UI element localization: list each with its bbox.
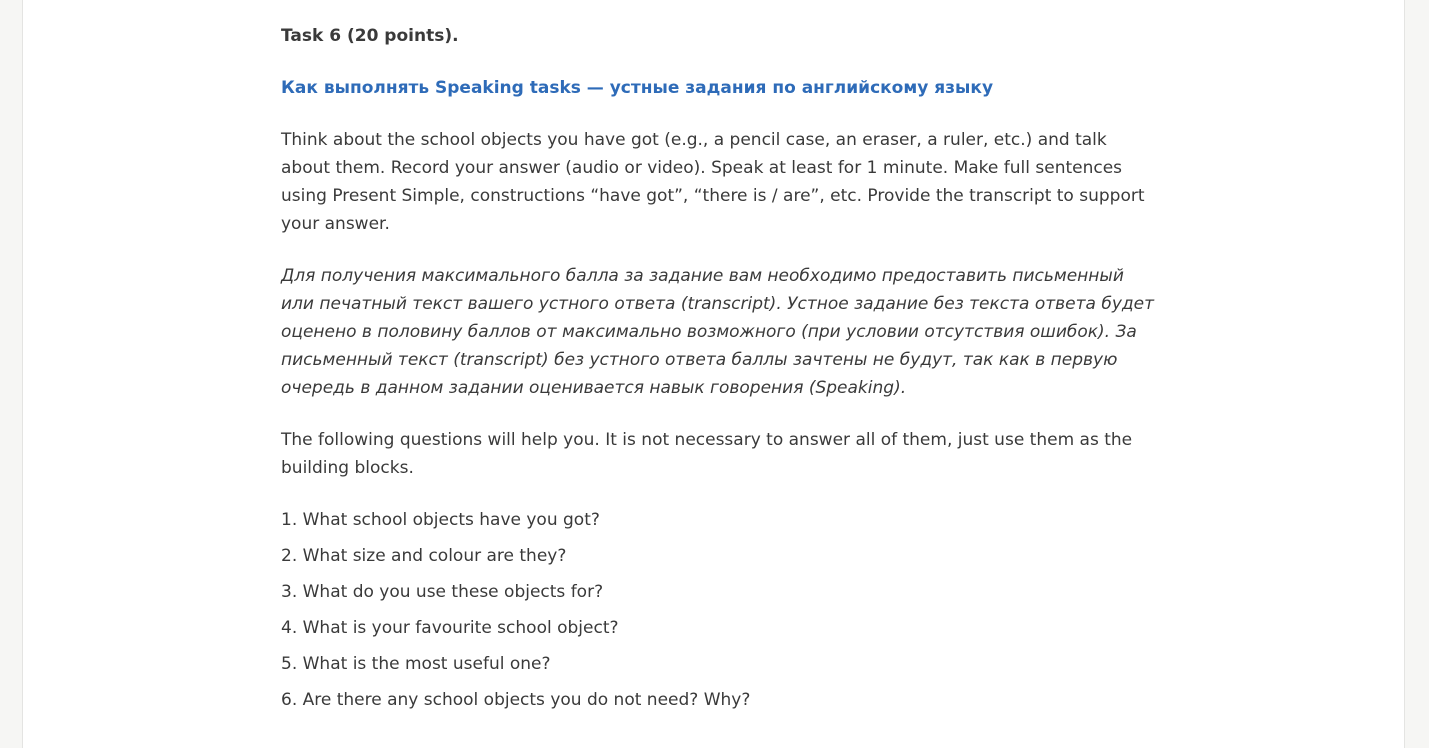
question-item: 6. Are there any school objects you do not need? Why? (281, 690, 751, 710)
question-item: 1. What school objects have you got? (281, 510, 600, 530)
question-item: 4. What is your favourite school object? (281, 618, 619, 638)
task-title: Task 6 (20 points). (281, 26, 459, 46)
page-container (22, 0, 1405, 748)
grading-note: Для получения максимального балла за задание вам необходимо предоставить письменный или печатный текст вашего устного ответа (transcript). Устное задание без текста ответа будет оценено в половину баллов от максимально возможного (при условии отсутствия ошибок). За письменный текст (transcript) без устного ответа баллы зачтены не будут, так как в первую очередь в данном задании оценивается навык говорения (Speaking). (281, 266, 1155, 398)
questions-list (281, 506, 1161, 722)
question-item: 3. What do you use these objects for? (281, 582, 604, 602)
task-instruction: Think about the school objects you have got (e.g., a pencil case, an eraser, a ruler, etc.) and talk about them. Record your answer (audio or video). Speak at least for 1 minute. Make full sentences using Present Simple, constructions “have got”, “there is / are”, etc. Provide the transcript to support your answer. (281, 130, 1145, 234)
helper-text: The following questions will help you. It is not necessary to answer all of them, just use them as the building blocks. (281, 430, 1133, 478)
task-content (281, 22, 1161, 722)
speaking-tasks-link[interactable]: Как выполнять Speaking tasks — устные задания по английскому языку (281, 78, 994, 98)
question-item: 2. What size and colour are they? (281, 546, 567, 566)
question-item: 5. What is the most useful one? (281, 654, 551, 674)
